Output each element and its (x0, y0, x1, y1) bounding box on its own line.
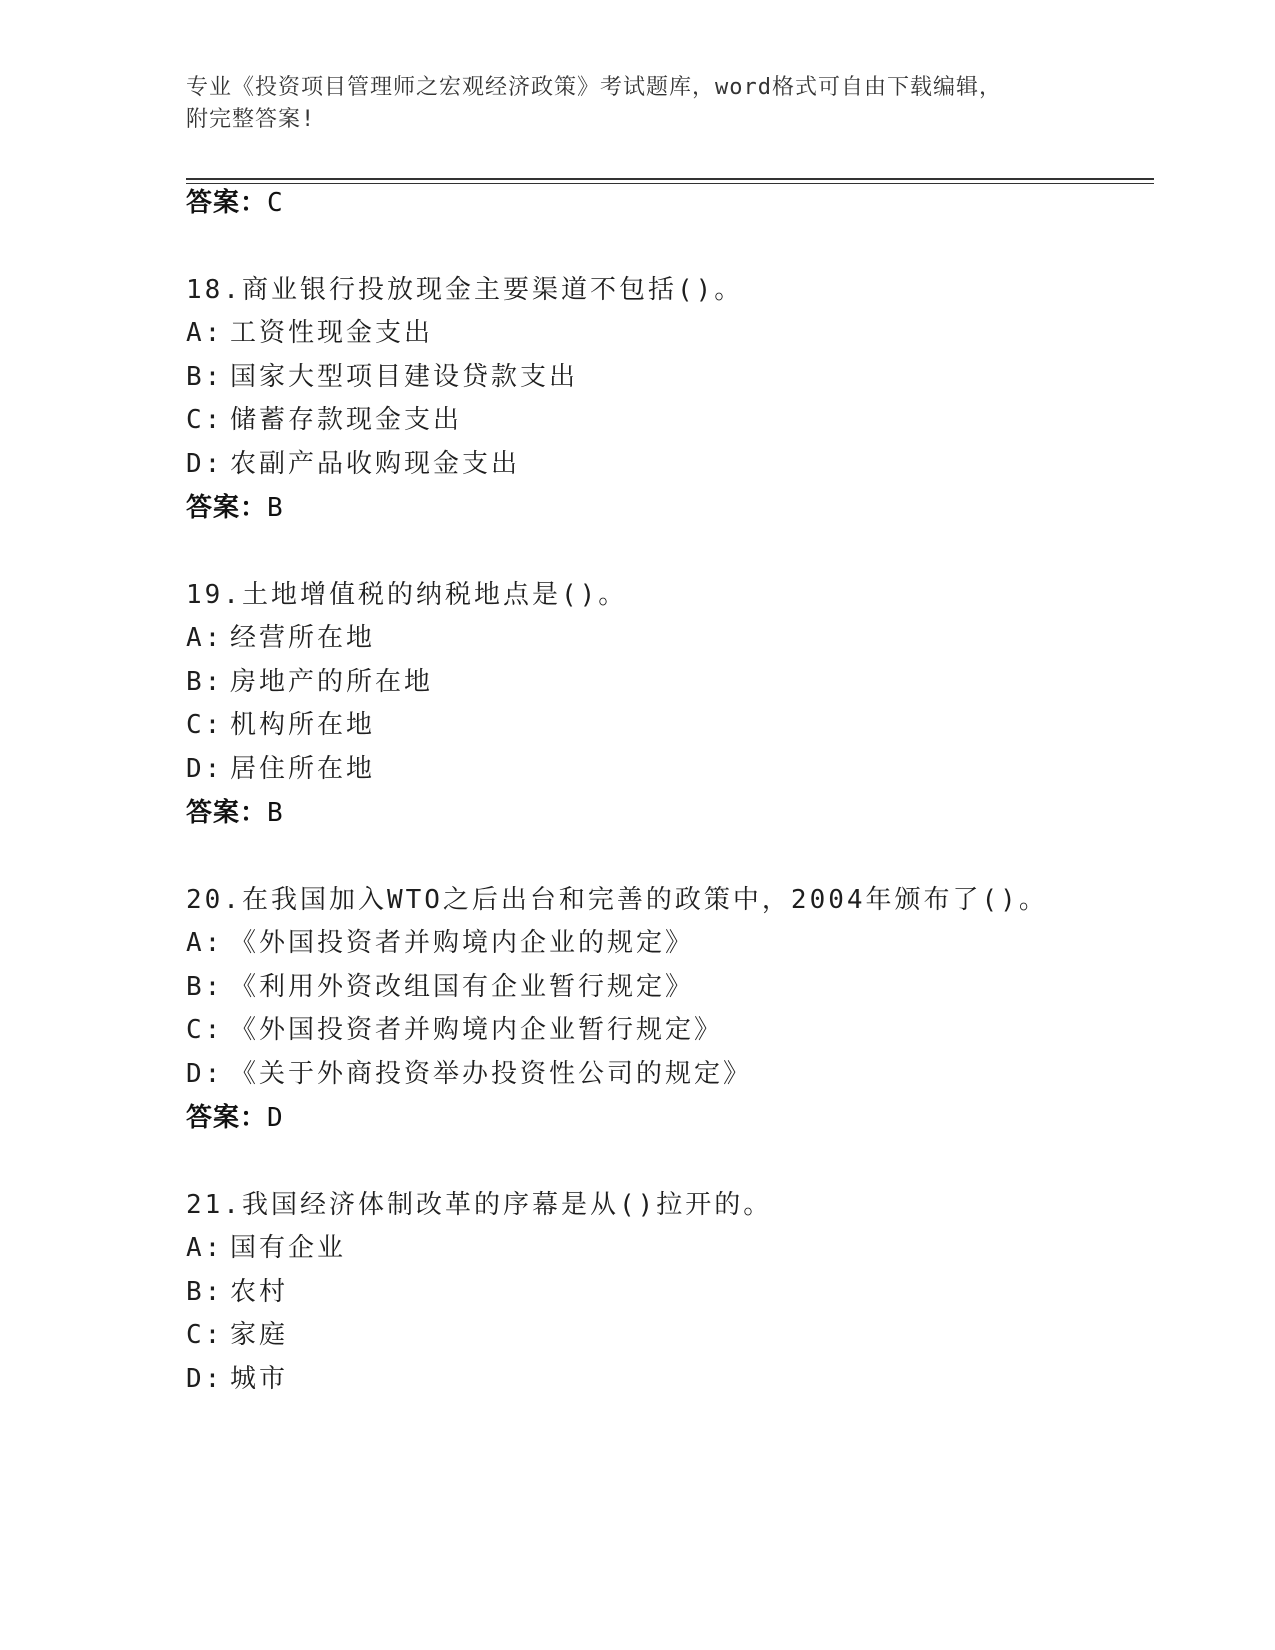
header-line-1: 专业《投资项目管理师之宏观经济政策》考试题库，word格式可自由下载编辑， (186, 75, 1002, 100)
question-21-option-d (186, 1362, 288, 1396)
option-text: 国有企业 (230, 1233, 347, 1263)
option-letter: D: (186, 1364, 224, 1394)
document-page (186, 0, 1166, 1650)
question-21-option-c (186, 1318, 288, 1352)
option-letter: B: (186, 1277, 224, 1307)
question-19-option-c (186, 708, 375, 742)
question-18-option-c (186, 403, 462, 437)
question-18-answer (186, 491, 284, 525)
option-text: 国家大型项目建设贷款支出 (230, 362, 579, 392)
question-19-answer (186, 796, 284, 830)
answer-value: C (267, 188, 284, 218)
option-text: 家庭 (230, 1320, 289, 1350)
option-letter: B: (186, 362, 224, 392)
question-20-answer (186, 1101, 284, 1135)
option-letter: C: (186, 1015, 224, 1045)
answer-value: B (267, 798, 284, 828)
option-letter: B: (186, 972, 224, 1002)
answer-label: 答案： (186, 1103, 268, 1133)
option-text: 《外国投资者并购境内企业的规定》 (230, 928, 695, 958)
header-line-2: 附完整答案! (186, 107, 316, 132)
question-18-option-d (186, 447, 520, 481)
option-text: 房地产的所在地 (230, 667, 434, 697)
header-divider-thin (186, 183, 1154, 184)
option-letter: A: (186, 928, 224, 958)
question-19-stem: 19.土地增值税的纳税地点是()。 (186, 580, 628, 610)
question-21-option-a (186, 1231, 346, 1265)
option-letter: D: (186, 1059, 224, 1089)
option-letter: D: (186, 449, 224, 479)
answer-label: 答案： (186, 188, 268, 218)
document-header (186, 72, 1086, 136)
option-letter: A: (186, 623, 224, 653)
option-text: 农村 (230, 1277, 289, 1307)
option-text: 储蓄存款现金支出 (230, 405, 463, 435)
question-18-option-a (186, 316, 433, 350)
question-20-option-a (186, 926, 694, 960)
option-text: 《关于外商投资举办投资性公司的规定》 (230, 1059, 753, 1089)
option-text: 城市 (230, 1364, 289, 1394)
question-18-option-b (186, 360, 578, 394)
option-letter: C: (186, 1320, 224, 1350)
question-18-stem: 18.商业银行投放现金主要渠道不包括()。 (186, 275, 744, 305)
answer-label: 答案： (186, 493, 268, 523)
answer-value: B (267, 493, 284, 523)
question-19-option-b (186, 665, 433, 699)
option-letter: B: (186, 667, 224, 697)
answer-label: 答案： (186, 798, 268, 828)
option-text: 机构所在地 (230, 710, 376, 740)
answer-prev (186, 186, 284, 220)
option-letter: D: (186, 754, 224, 784)
option-letter: C: (186, 405, 224, 435)
option-text: 《外国投资者并购境内企业暂行规定》 (230, 1015, 724, 1045)
header-divider-thick (186, 178, 1154, 180)
option-text: 《利用外资改组国有企业暂行规定》 (230, 972, 695, 1002)
option-letter: A: (186, 1233, 224, 1263)
question-19-option-d (186, 752, 375, 786)
question-21-stem: 21.我国经济体制改革的序幕是从()拉开的。 (186, 1190, 773, 1220)
answer-value: D (267, 1103, 284, 1133)
option-text: 经营所在地 (230, 623, 376, 653)
option-text: 工资性现金支出 (230, 318, 434, 348)
question-20-option-b (186, 970, 694, 1004)
question-20-option-d (186, 1057, 752, 1091)
option-text: 居住所在地 (230, 754, 376, 784)
question-20-option-c (186, 1013, 723, 1047)
option-letter: C: (186, 710, 224, 740)
option-letter: A: (186, 318, 224, 348)
option-text: 农副产品收购现金支出 (230, 449, 521, 479)
question-21-option-b (186, 1275, 288, 1309)
question-20-stem: 20.在我国加入WTO之后出台和完善的政策中，2004年颁布了()。 (186, 885, 1048, 915)
question-19-option-a (186, 621, 375, 655)
